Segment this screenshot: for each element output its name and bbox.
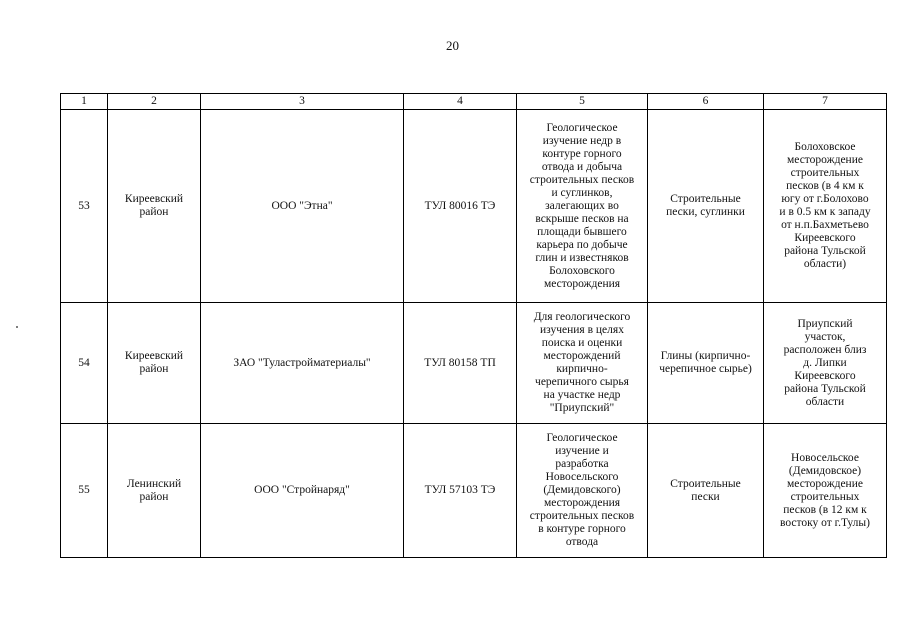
header-cell: 7 xyxy=(764,94,887,110)
license-cell: ТУЛ 57103 ТЭ xyxy=(404,424,517,558)
row-number-cell: 55 xyxy=(61,424,108,558)
table-row xyxy=(61,303,887,424)
header-cell: 2 xyxy=(108,94,201,110)
purpose-cell: Геологическое изучение недр в контуре горного отвода и добыча строительных песков и суглинков, залегающих во вскрыше песков на площади бывшего карьера по добыче глин и известняков Болоховского месторождения xyxy=(517,110,648,303)
district-cell: Ленинский район xyxy=(108,424,201,558)
mineral-cell: Строительные пески, суглинки xyxy=(648,110,764,303)
district-cell: Киреевский район xyxy=(108,303,201,424)
company-cell: ООО "Этна" xyxy=(201,110,404,303)
district-cell: Киреевский район xyxy=(108,110,201,303)
header-cell: 5 xyxy=(517,94,648,110)
location-cell: Приупский участок, расположен близ д. Липки Киреевского района Тульской области xyxy=(764,303,887,424)
purpose-cell: Геологическое изучение и разработка Новосельского (Демидовского) месторождения строительных песков в контуре горного отвода xyxy=(517,424,648,558)
location-cell: Болоховское месторождение строительных песков (в 4 км к югу от г.Болохово и в 0.5 км к западу от н.п.Бахметьево Киреевского района Тульской области) xyxy=(764,110,887,303)
header-cell: 3 xyxy=(201,94,404,110)
license-cell: ТУЛ 80016 ТЭ xyxy=(404,110,517,303)
company-cell: ООО "Стройнаряд" xyxy=(201,424,404,558)
header-row xyxy=(61,94,887,110)
mineral-cell: Глины (кирпично- черепичное сырье) xyxy=(648,303,764,424)
company-cell: ЗАО "Туластройматериалы" xyxy=(201,303,404,424)
header-cell: 6 xyxy=(648,94,764,110)
header-cell: 4 xyxy=(404,94,517,110)
page-number: 20 xyxy=(446,38,459,53)
mineral-cell: Строительные пески xyxy=(648,424,764,558)
row-number-cell: 54 xyxy=(61,303,108,424)
header-cell: 1 xyxy=(61,94,108,110)
table-row xyxy=(61,110,887,303)
purpose-cell: Для геологического изучения в целях поиска и оценки месторождений кирпично- черепичного сырья на участке недр "Приупский" xyxy=(517,303,648,424)
stray-mark xyxy=(16,326,18,328)
location-cell: Новосельское (Демидовское) месторождение строительных песков (в 12 км к востоку от г.Тулы) xyxy=(764,424,887,558)
license-registry-table xyxy=(60,93,887,558)
table-row xyxy=(61,424,887,558)
license-cell: ТУЛ 80158 ТП xyxy=(404,303,517,424)
row-number-cell: 53 xyxy=(61,110,108,303)
